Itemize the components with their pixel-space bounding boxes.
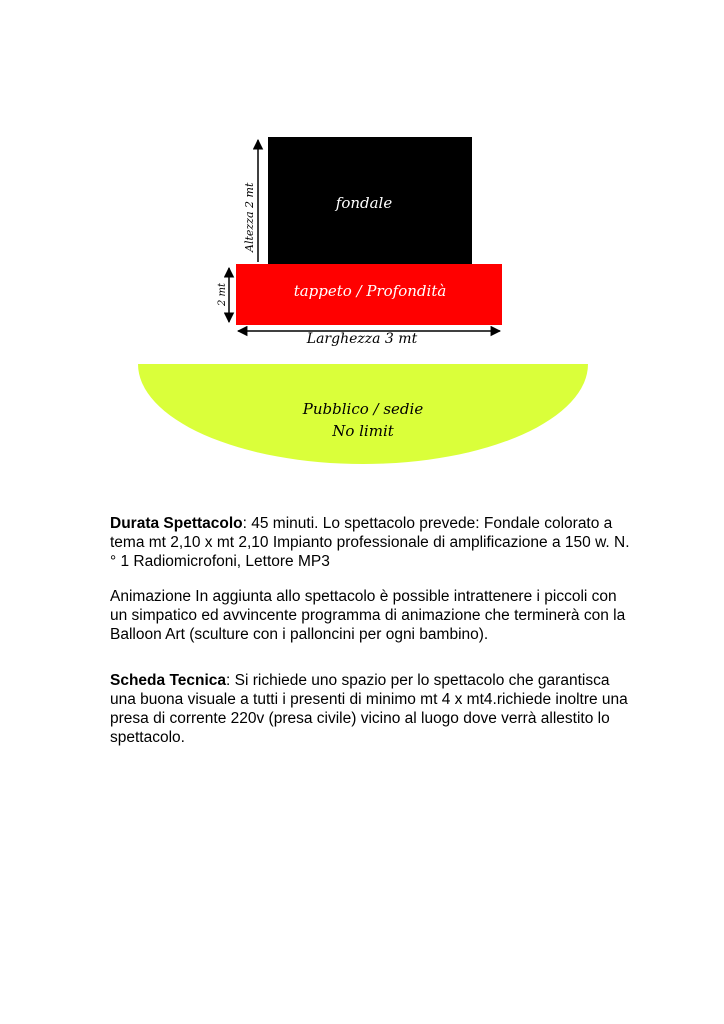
animation-paragraph <box>110 587 630 644</box>
technical-text: : Si richiede uno spazio per lo spettacolo che garantisca una buona visuale a tutti i presenti di minimo mt 4 x mt4.richiede inoltre una presa di corrente 220v (presa civile) vicino al luogo dove verrà allestito lo spettacolo. <box>110 672 628 746</box>
backdrop-label: fondale <box>335 194 393 212</box>
technical-heading: Scheda Tecnica <box>110 672 227 689</box>
audience-label-line1: Pubblico / sedie <box>302 400 424 418</box>
depth-label: 2 mt <box>217 282 228 306</box>
width-label: Larghezza 3 mt <box>306 331 418 347</box>
height-label: Altezza 2 mt <box>243 182 256 252</box>
duration-paragraph <box>110 514 630 571</box>
carpet-label: tappeto / Profondità <box>293 282 447 300</box>
animation-text: Animazione In aggiunta allo spettacolo è possible intrattenere i piccoli con un simpatico ed avvincente programma di animazione che terminerà con la Balloon Art (sculture con i palloncini per ogni bambino). <box>110 588 626 643</box>
duration-text: : 45 minuti. Lo spettacolo prevede: Fondale colorato a tema mt 2,10 x mt 2,10 Impianto professionale di amplificazione a 150 w. N.° 1 Radiomicrofoni, Lettore MP3 <box>110 515 630 570</box>
audience-label-line2: No limit <box>332 422 394 440</box>
technical-paragraph <box>110 671 630 747</box>
duration-heading: Durata Spettacolo <box>110 515 243 532</box>
stage-diagram <box>0 0 724 480</box>
